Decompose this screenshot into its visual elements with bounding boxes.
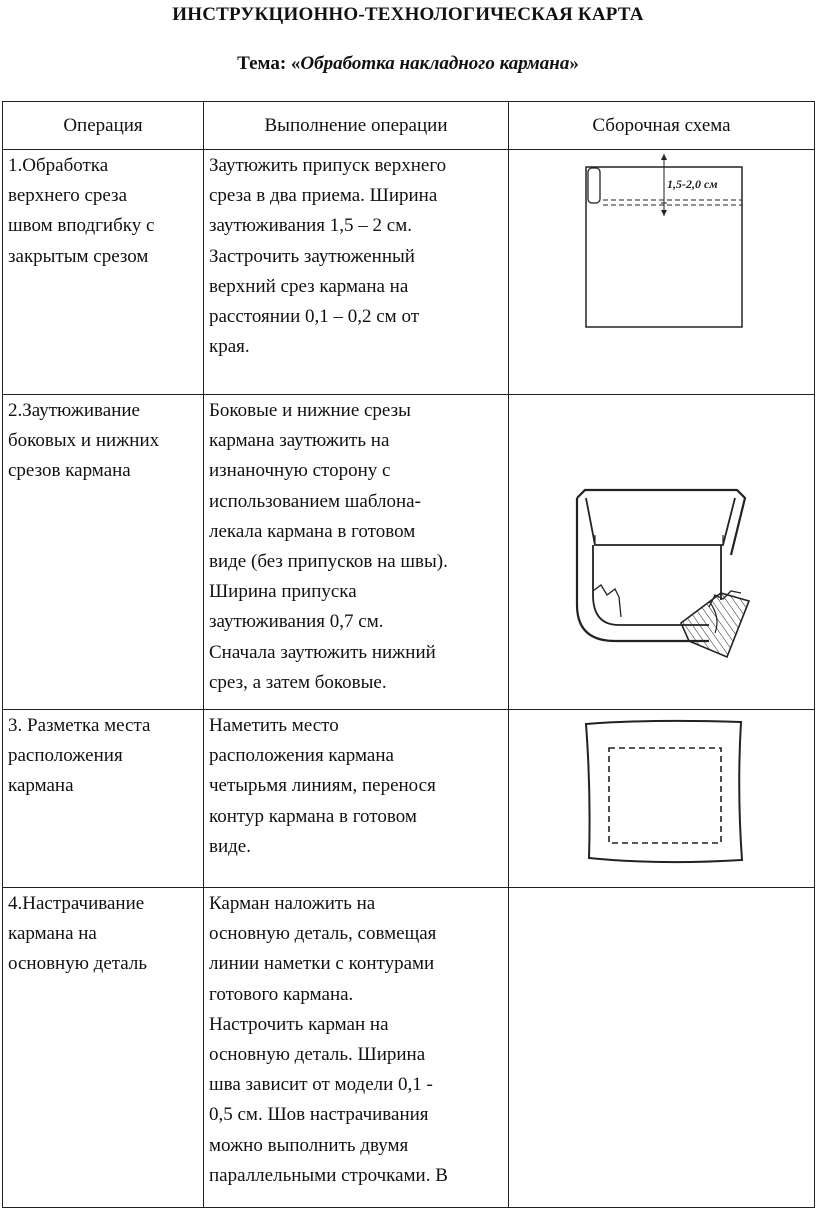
header-operation: Операция (3, 102, 204, 150)
execution-text: Карман наложить на основную деталь, совмещая линии наметки с контурами готового кармана. Настрочить карман на основную деталь. Ширина шва зависит от модели 0,1 - 0,5 см. Шов настрачивания можно выполнить двумя параллельными строчками. В (209, 893, 448, 1186)
technology-card-table (2, 101, 815, 1208)
operation-text: 2.Заутюживание боковых и нижних срезов кармана (8, 400, 160, 482)
operation-cell (3, 150, 204, 395)
side-bottom-press-diagram (509, 395, 815, 710)
execution-cell (204, 888, 509, 1208)
operation-cell (3, 710, 204, 888)
scheme-cell (509, 150, 815, 395)
hem-fold-diagram (509, 150, 815, 395)
execution-cell (204, 395, 509, 710)
document-title: ИНСТРУКЦИОННО-ТЕХНОЛОГИЧЕСКАЯ КАРТА (172, 4, 644, 25)
execution-text: Наметить место расположения кармана четырьмя линиям, перенося контур кармана в готовом виде. (209, 715, 436, 857)
document-subtitle (0, 53, 816, 75)
operation-text: 1.Обработка верхнего среза швом вподгибку с закрытым срезом (8, 155, 155, 267)
scheme-cell (509, 395, 815, 710)
table-row (3, 888, 815, 1208)
scheme-cell (509, 710, 815, 888)
operation-cell (3, 888, 204, 1208)
scheme-cell (509, 888, 815, 1208)
pocket-marking-diagram (509, 710, 815, 888)
execution-cell (204, 710, 509, 888)
table-row (3, 150, 815, 395)
operation-text: 3. Разметка места расположения кармана (8, 715, 151, 797)
topic-name: Обработка накладного кармана (300, 53, 570, 74)
table-row (3, 710, 815, 888)
table-row (3, 395, 815, 710)
execution-text: Заутюжить припуск верхнего среза в два приема. Ширина заутюживания 1,5 – 2 см. Застрочить заутюженный верхний срез кармана на расстоянии 0,1 – 0,2 см от края. (209, 155, 447, 358)
topic-label: Тема: « (237, 53, 301, 74)
topic-close: » (569, 53, 579, 74)
scheme-dimension-label: 1,5-2,0 см (667, 177, 718, 191)
operation-text: 4.Настрачивание кармана на основную деталь (8, 893, 148, 975)
operation-cell (3, 395, 204, 710)
header-scheme: Сборочная схема (509, 102, 815, 150)
execution-text: Боковые и нижние срезы кармана заутюжить на изнаночную сторону с использованием шаблона- лекала кармана в готовом виде (без припусков на швы). Ширина припуска заутюживания 0,7 см. Сначала заутюжить нижний срез, а затем боковые. (209, 400, 448, 693)
header-execution: Выполнение операции (204, 102, 509, 150)
table-header-row (3, 102, 815, 150)
execution-cell (204, 150, 509, 395)
